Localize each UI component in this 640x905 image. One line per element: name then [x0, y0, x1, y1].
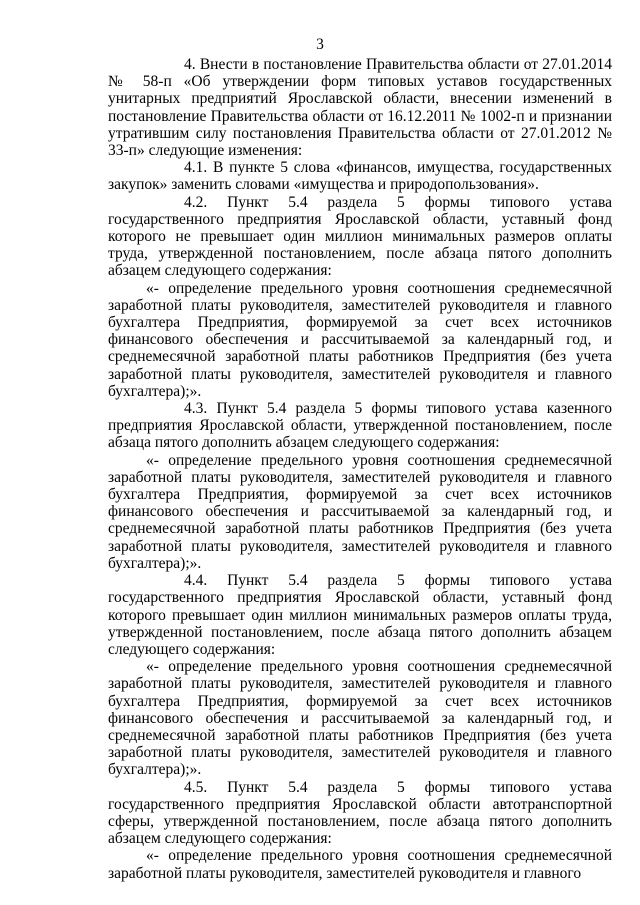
quote-4-2 [108, 280, 612, 400]
item-number: 4.2. [184, 193, 208, 211]
paragraph-text: В пункте 5 слова «финансов, имущества, государственных закупок» заменить словами «имущества и природопользования». [108, 159, 613, 194]
page-number: 3 [316, 36, 324, 53]
quote-4-4 [108, 658, 612, 778]
quote-text: «- определение предельного уровня соотношения среднемесячной заработной платы руководителя, заместителей руководителя и главного бухгалтера Предприятия, формируемой за счет всех источников финансового обеспечения и рассчитываемой за календарный год, и среднемесячной заработной платы работников Предприятия (без учета заработной платы руководителя, заместителей руководителя и главного бухгалтера);». [108, 279, 612, 400]
paragraph-4-1 [108, 159, 612, 193]
quote-text: «- определение предельного уровня соотношения среднемесячной заработной платы руководителя, заместителей руководителя и главного бухгалтера Предприятия, формируемой за счет всех источников финансового обеспечения и рассчитываемой за календарный год, и среднемесячной заработной платы работников Предприятия (без учета заработной платы руководителя, заместителей руководителя и главного бухгалтера);». [108, 451, 612, 572]
quote-text: «- определение предельного уровня соотношения среднемесячной заработной платы руководителя, заместителей руководителя и главного бухгалтера Предприятия, формируемой за счет всех источников финансового обеспечения и рассчитываемой за календарный год, и среднемесячной заработной платы работников Предприятия (без учета заработной платы руководителя, заместителей руководителя и главного бухгалтера);». [108, 658, 612, 779]
paragraph-4-5 [108, 779, 612, 848]
item-number: 4.1. [184, 159, 208, 177]
paragraph-4 [108, 56, 612, 159]
quote-text: «- определение предельного уровня соотношения среднемесячной заработной платы руководителя, заместителей руководителя и главного [108, 847, 612, 882]
paragraph-text: Пункт 5.4 раздела 5 формы типового устава государственного предприятия Ярославской области автотранспортной сферы, утвержденной постановлением, после абзаца пятого дополнить абзацем следующего содержания: [108, 778, 612, 848]
paragraph-text: Пункт 5.4 раздела 5 формы типового устава государственного предприятия Ярославской области, уставный фонд которого превышает один миллион минимальных размеров оплаты труда, утвержденной постановлением, после абзаца пятого дополнить абзацем следующего содержания: [108, 572, 612, 658]
document-body [108, 56, 612, 882]
paragraph-text: Внести в постановление Правительства области от 27.01.2014 № 58-п «Об утверждении форм типовых уставов государственных унитарных предприятий Ярославской области, внесении изменений в постановление Правительства области от 16.12.2011 № 1002-п и признании утратившим силу постановления Правительства области от 27.01.2012 № 33-п» следующие изменения: [108, 56, 612, 160]
paragraph-4-3 [108, 400, 612, 452]
item-number: 4.3. [184, 400, 208, 418]
paragraph-text: Пункт 5.4 раздела 5 формы типового устава казенного предприятия Ярославской области, утвержденной постановлением, после абзаца пятого дополнить абзацем следующего содержания: [108, 400, 613, 452]
quote-4-3 [108, 452, 612, 572]
quote-4-5 [108, 847, 612, 881]
item-number: 4.4. [184, 572, 208, 590]
paragraph-4-4 [108, 572, 612, 658]
paragraph-text: Пункт 5.4 раздела 5 формы типового устава государственного предприятия Ярославской области, уставный фонд которого не превышает один миллион минимальных размеров оплаты труда, утвержденной постановлением, после абзаца пятого дополнить абзацем следующего содержания: [108, 193, 612, 280]
paragraph-4-2 [108, 194, 612, 280]
item-number: 4.5. [184, 778, 208, 796]
item-number: 4. [184, 56, 196, 73]
